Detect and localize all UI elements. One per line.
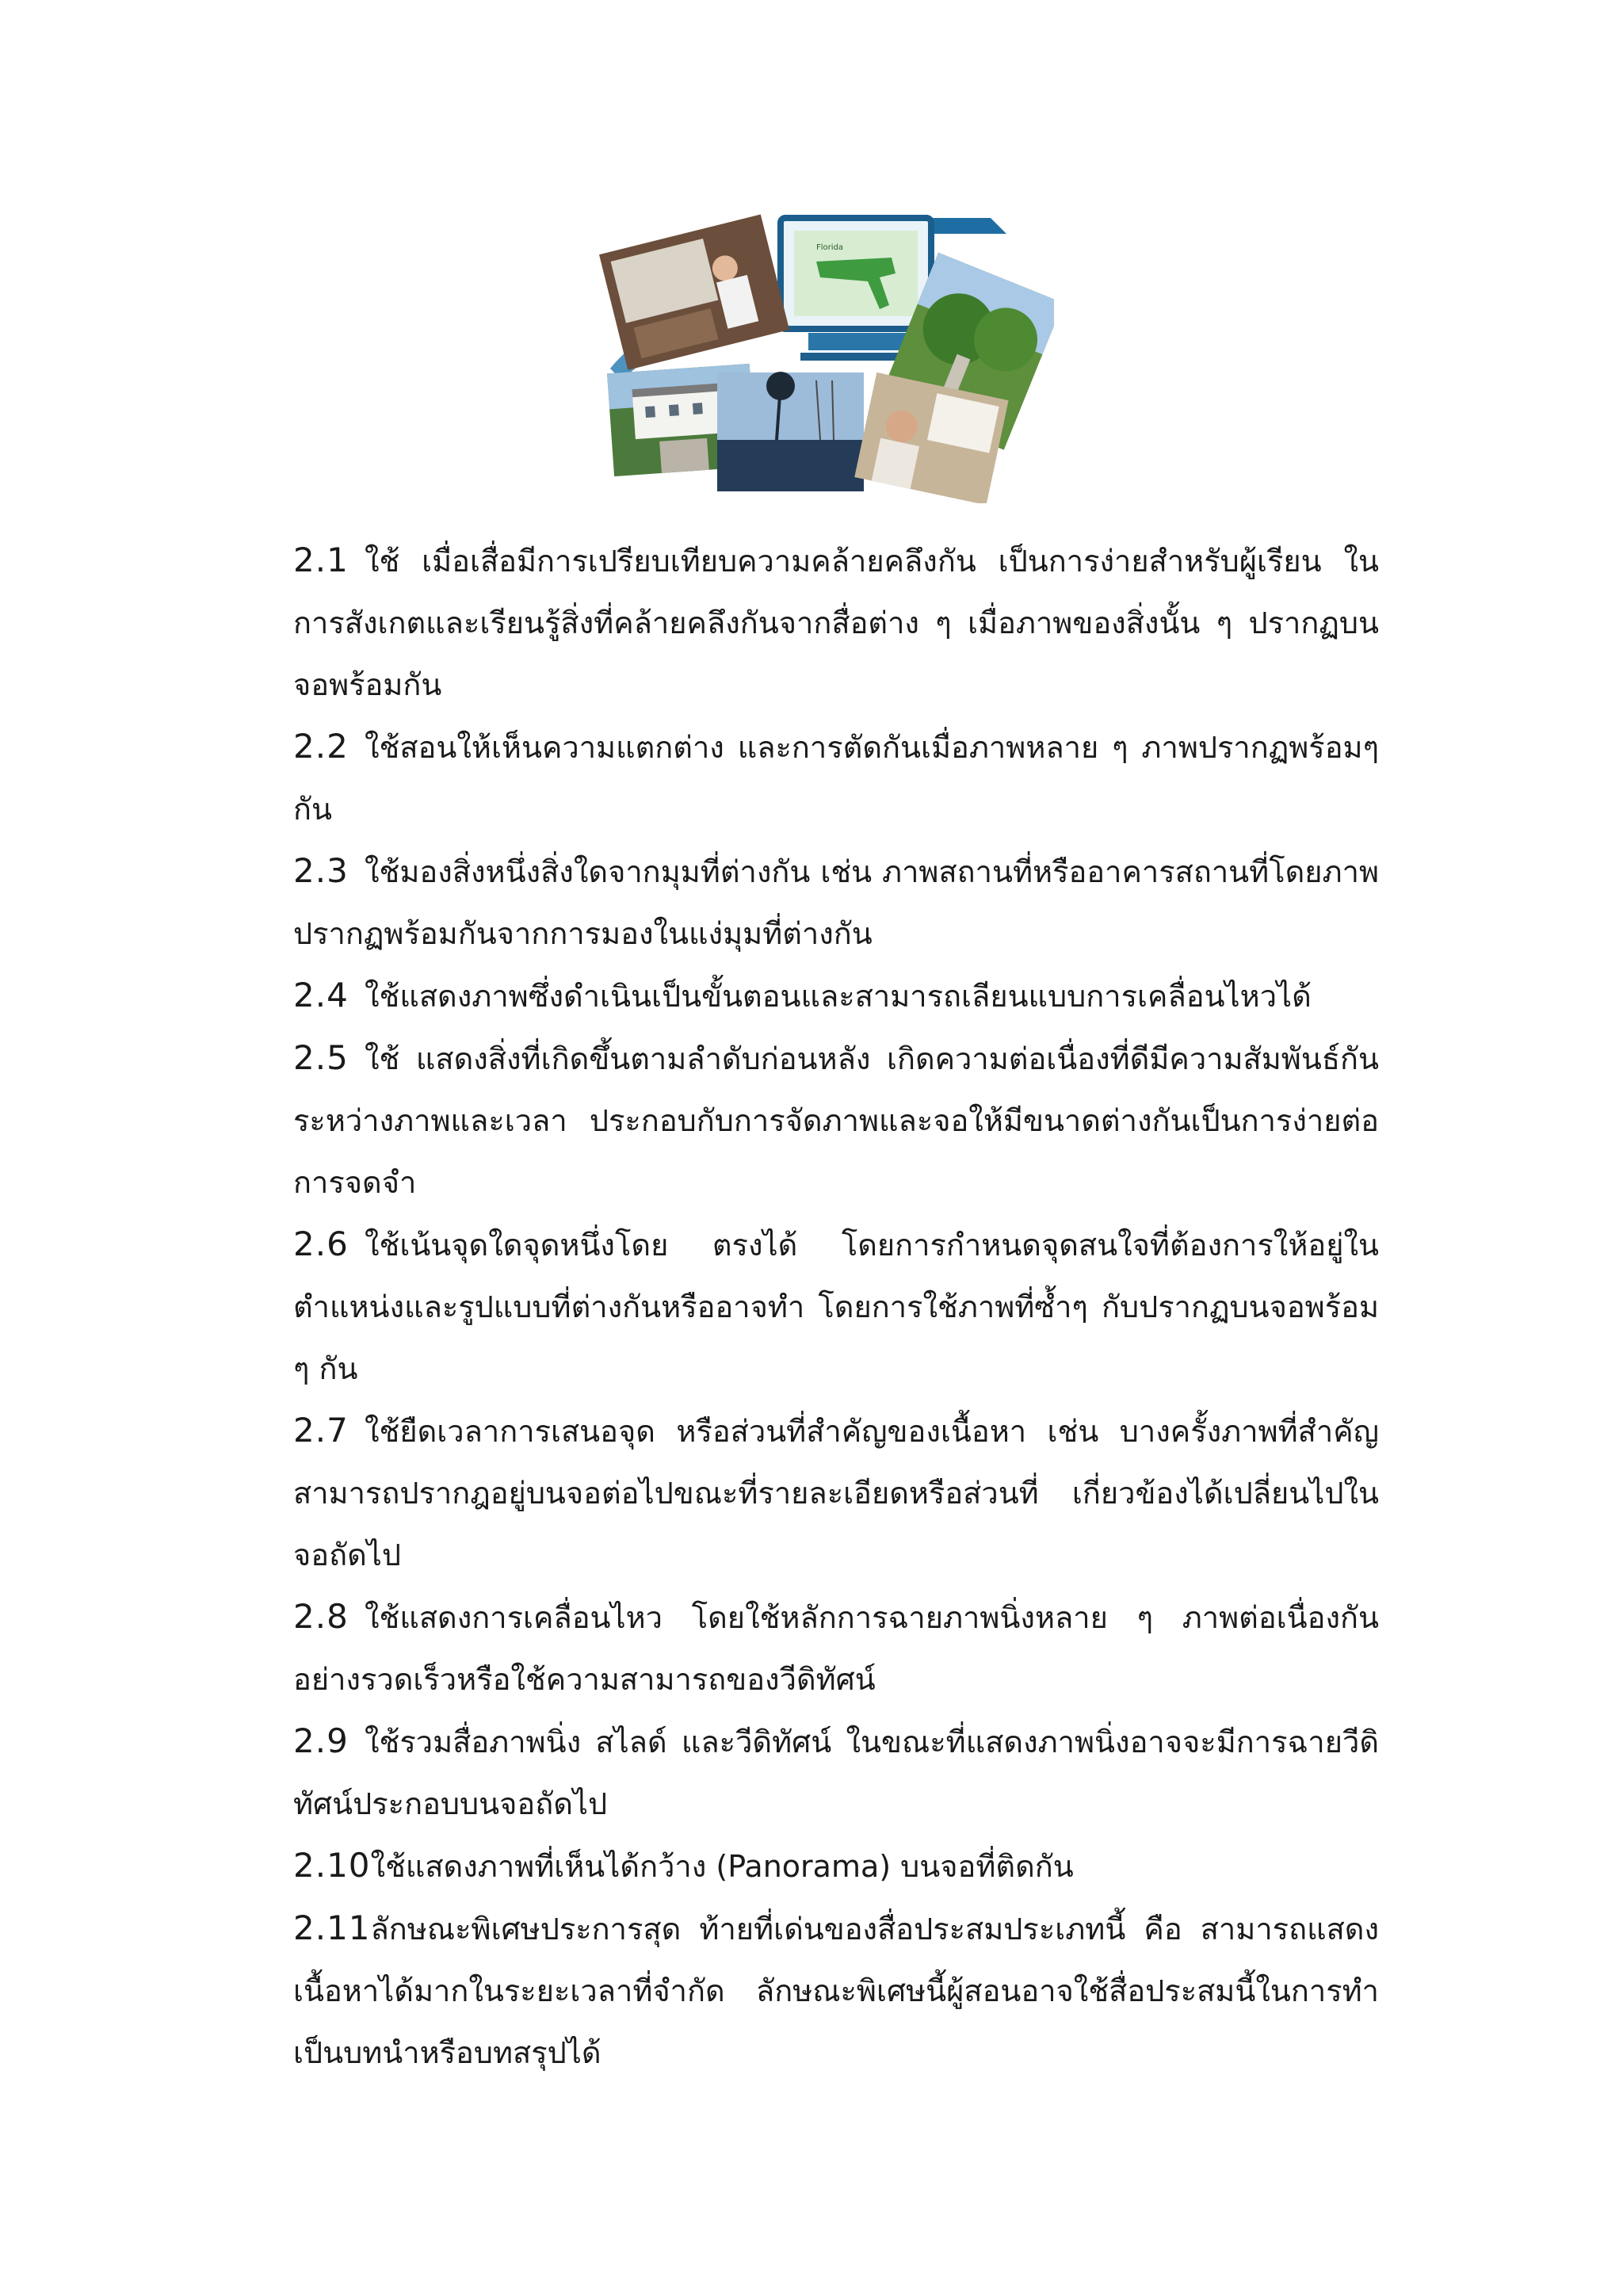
item-number: 2.6 bbox=[293, 1224, 349, 1263]
svg-text:Florida: Florida bbox=[816, 243, 844, 252]
item-text: ใช้แสดงภาพซึ่งดำเนินเป็นขั้นตอนและสามารถเลียนแบบการเคลื่อนไหวได้ bbox=[365, 979, 1312, 1014]
photo-collage-icon bbox=[579, 202, 1054, 503]
item-number: 2.10 bbox=[293, 1846, 371, 1885]
list-item bbox=[293, 965, 1379, 1027]
list-item bbox=[293, 1213, 1379, 1400]
item-text: ใช้ เมื่อเสื่อมีการเปรียบเทียบความคล้ายคลึงกัน เป็นการง่ายสำหรับผู้เรียน ในการสังเกตและเรียนรู้สิ่งที่คล้ายคลึงกันจากสื่อต่าง ๆ เมื่อภาพของสิ่งนั้น ๆ ปรากฏบนจอพร้อมกัน bbox=[293, 544, 1379, 702]
item-text: ใช้สอนให้เห็นความแตกต่าง และการตัดกันเมื่อภาพหลาย ๆ ภาพปรากฏพร้อมๆ กัน bbox=[293, 730, 1379, 827]
item-text: ใช้แสดงภาพที่เห็นได้กว้าง (Panorama) บนจอที่ติดกัน bbox=[370, 1849, 1074, 1884]
item-number: 2.7 bbox=[293, 1411, 349, 1450]
item-text: ใช้รวมสื่อภาพนิ่ง สไลด์ และวีดิทัศน์ ในขณะที่แสดงภาพนิ่งอาจจะมีการฉายวีดิทัศน์ประกอบบนจอถัดไป bbox=[293, 1725, 1379, 1821]
list-item bbox=[293, 1027, 1379, 1213]
list-item bbox=[293, 1897, 1379, 2084]
item-text: ลักษณะพิเศษประการสุด ท้ายที่เด่นของสื่อประสมประเภทนี้ คือ สามารถแสดงเนื้อหาได้มากในระยะเวลาที่จำกัด ลักษณะพิเศษนี้ผู้สอนอาจใช้สื่อประสมนี้ในการทำเป็นบทนำหรือบทสรุปได้ bbox=[293, 1912, 1379, 2070]
photo-harbor bbox=[717, 372, 864, 491]
item-text: ใช้ยืดเวลาการเสนอจุด หรือส่วนที่สำคัญของเนื้อหา เช่น บางครั้งภาพที่สำคัญสามารถปรากฎอยู่บนจอต่อไปขณะที่รายละเอียดหรือส่วนที่ เกี่ยวข้องได้เปลี่ยนไปในจอถัดไป bbox=[293, 1414, 1379, 1572]
item-text: ใช้มองสิ่งหนึ่งสิ่งใดจากมุมที่ต่างกัน เช่น ภาพสถานที่หรืออาคารสถานที่โดยภาพปรากฏพร้อมกันจากการมองในแง่มุมที่ต่างกัน bbox=[293, 854, 1379, 951]
item-number: 2.8 bbox=[293, 1597, 349, 1636]
item-text: ใช้เน้นจุดใดจุดหนึ่งโดย ตรงได้ โดยการกำหนดจุดสนใจที่ต้องการให้อยู่ในตำแหน่งและรูปแบบที่ต่างกันหรืออาจทำ โดยการใช้ภาพที่ซ้ำๆ กับปรากฏบนจอพร้อม ๆ กัน bbox=[293, 1228, 1379, 1386]
item-number: 2.5 bbox=[293, 1038, 349, 1077]
list-item bbox=[293, 1710, 1379, 1835]
document-body bbox=[293, 529, 1379, 2084]
photo-presenter bbox=[599, 214, 789, 369]
item-number: 2.11 bbox=[293, 1908, 371, 1947]
list-item bbox=[293, 1400, 1379, 1586]
item-number: 2.4 bbox=[293, 976, 349, 1014]
item-number: 2.3 bbox=[293, 851, 349, 890]
list-item bbox=[293, 529, 1379, 716]
item-number: 2.1 bbox=[293, 541, 349, 579]
photo-collage bbox=[579, 202, 1054, 503]
item-text: ใช้แสดงการเคลื่อนไหว โดยใช้หลักการฉายภาพนิ่งหลาย ๆ ภาพต่อเนื่องกันอย่างรวดเร็วหรือใช้ความสามารถของวีดิทัศน์ bbox=[293, 1600, 1379, 1697]
list-item bbox=[293, 716, 1379, 840]
item-number: 2.2 bbox=[293, 727, 349, 766]
list-item bbox=[293, 840, 1379, 965]
item-number: 2.9 bbox=[293, 1721, 349, 1760]
item-text: ใช้ แสดงสิ่งที่เกิดขึ้นตามลำดับก่อนหลัง เกิดความต่อเนื่องที่ดีมีความสัมพันธ์กันระหว่างภาพและเวลา ประกอบกับการจัดภาพและจอให้มีขนาดต่างกันเป็นการง่ายต่อการจดจำ bbox=[293, 1041, 1379, 1200]
list-item bbox=[293, 1835, 1379, 1897]
list-item bbox=[293, 1586, 1379, 1710]
